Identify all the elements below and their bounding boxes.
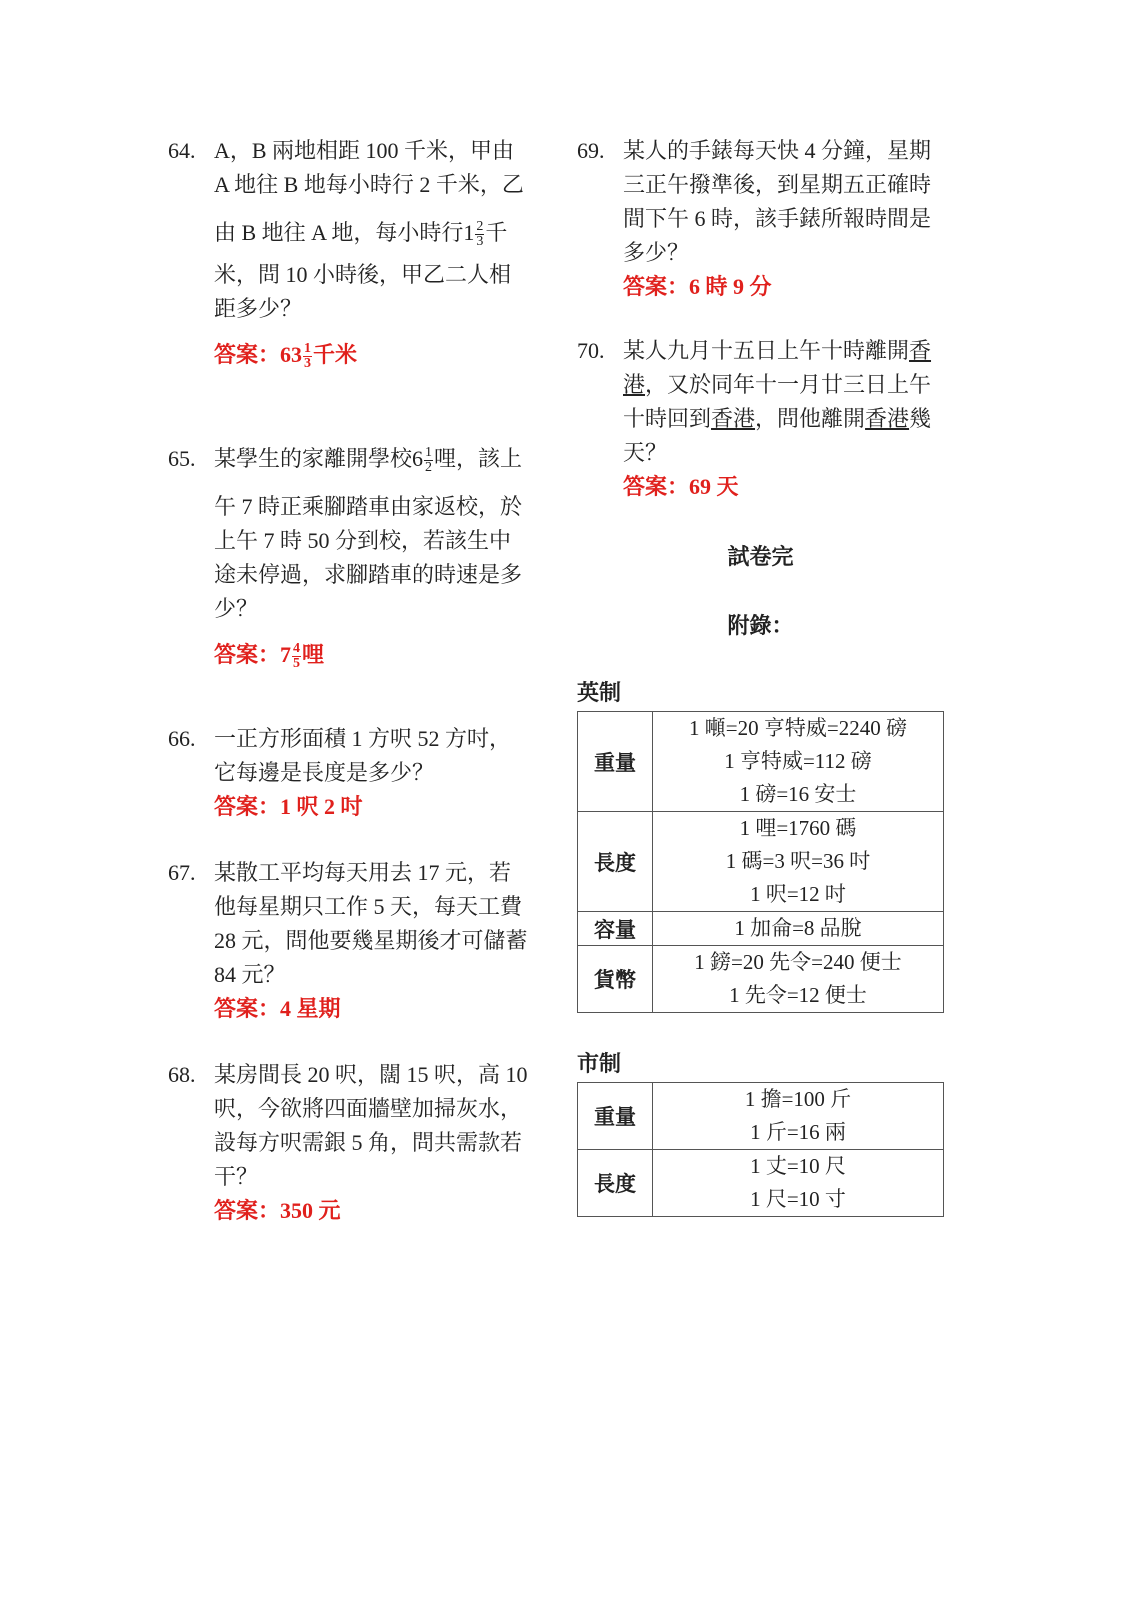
fraction: $\frac{2}{3}$ <box>476 219 484 250</box>
question-text: 呎，今欲將四面牆壁加掃灰水， <box>214 1096 523 1121</box>
answer: 答案：7 $\frac{4}{5}$ 哩 <box>214 641 325 672</box>
answer: 答案：350 元 <box>214 1198 341 1223</box>
answer: 答案：69 天 <box>623 474 739 499</box>
question-text: 28 元，問他要幾星期後才可儲蓄 <box>214 928 528 953</box>
question-text: 多少？ <box>623 240 690 265</box>
question-text: 它每邊是長度是多少？ <box>214 760 435 785</box>
question-text: 他每星期只工作 5 天，每天工費 <box>214 894 523 919</box>
answer: 答案：63 $\frac{1}{3}$ 千米 <box>214 341 358 372</box>
question-68 <box>168 1058 538 1228</box>
question-66 <box>168 722 538 824</box>
question-text: 84 元？ <box>214 962 286 987</box>
table-row <box>578 946 944 1013</box>
place-name: 香港 <box>865 406 910 431</box>
question-64 <box>168 134 538 372</box>
answer: 答案：1 呎 2 吋 <box>214 794 363 819</box>
question-text: 十時回到香港，問他離開香港幾 <box>623 406 932 431</box>
question-text: 干？ <box>214 1164 259 1189</box>
question-text: 某房間長 20 呎，闊 15 呎，高 10 <box>214 1062 528 1087</box>
question-number: 64. <box>168 138 196 163</box>
table-row <box>578 912 944 946</box>
question-text: 某學生的家離開學校6 $\frac{1}{2}$ 哩，該上 <box>214 445 523 476</box>
question-70 <box>577 334 962 504</box>
place-name: 香港 <box>711 406 756 431</box>
question-text: 某散工平均每天用去 17 元，若 <box>214 860 512 885</box>
end-of-paper: 試卷完 <box>727 544 794 569</box>
category-label: 長度 <box>578 812 653 912</box>
table-row <box>578 812 944 912</box>
question-number: 70. <box>577 338 605 363</box>
table-row <box>578 1150 944 1217</box>
question-number: 69. <box>577 138 605 163</box>
question-text: 間下午 6 時，該手錶所報時間是 <box>623 206 932 231</box>
question-text: 三正午撥準後，到星期五正確時 <box>623 172 932 197</box>
question-text: 距多少？ <box>214 296 303 321</box>
question-text: 設每方呎需銀 5 角，問共需款若 <box>214 1130 523 1155</box>
category-label: 貨幣 <box>578 946 653 1013</box>
question-text: 由 B 地往 A 地，每小時行1 $\frac{2}{3}$ 千 <box>214 219 508 250</box>
chinese-units-table <box>577 1082 944 1217</box>
table-row <box>578 712 944 812</box>
table-row <box>578 1083 944 1150</box>
fraction: $\frac{4}{5}$ <box>293 641 301 672</box>
imperial-units-table <box>577 711 944 1013</box>
place-name: 香 <box>909 338 932 363</box>
fraction: $\frac{1}{2}$ <box>425 445 433 476</box>
category-label: 長度 <box>578 1150 653 1217</box>
question-text: 一正方形面積 1 方呎 52 方吋， <box>214 726 512 751</box>
category-label: 容量 <box>578 912 653 946</box>
left-column <box>168 130 538 1228</box>
question-text: A 地往 B 地每小時行 2 千米，乙 <box>214 172 524 197</box>
question-number: 68. <box>168 1062 196 1087</box>
answer: 答案：4 星期 <box>214 996 341 1021</box>
conversion-cell: 1 噸=20 亨特威=2240 磅 1 亨特威=112 磅 1 磅=16 安士 <box>653 712 944 812</box>
question-text: 港，又於同年十一月廿三日上午 <box>623 372 932 397</box>
chinese-system-title: 市制 <box>577 1051 622 1076</box>
question-text: 午 7 時正乘腳踏車由家返校，於 <box>214 494 523 519</box>
category-label: 重量 <box>578 712 653 812</box>
conversion-cell: 1 加侖=8 品脫 <box>653 912 944 946</box>
question-number: 66. <box>168 726 196 751</box>
question-text: 途未停過，求腳踏車的時速是多 <box>214 562 523 587</box>
question-69 <box>577 134 962 304</box>
question-text: 天？ <box>623 440 668 465</box>
conversion-cell: 1 哩=1760 碼 1 碼=3 呎=36 吋 1 呎=12 吋 <box>653 812 944 912</box>
fraction: $\frac{1}{3}$ <box>304 341 312 372</box>
question-text: A，B 兩地相距 100 千米，甲由 <box>214 138 515 163</box>
question-text: 上午 7 時 50 分到校，若該生中 <box>214 528 512 553</box>
conversion-cell: 1 擔=100 斤 1 斤=16 兩 <box>653 1083 944 1150</box>
place-name: 港 <box>623 372 646 397</box>
question-text: 某人九月十五日上午十時離開香 <box>623 338 932 363</box>
category-label: 重量 <box>578 1083 653 1150</box>
right-column <box>577 130 962 1217</box>
imperial-title: 英制 <box>577 680 622 705</box>
question-text: 少？ <box>214 596 259 621</box>
appendix-title: 附錄： <box>727 613 794 638</box>
answer: 答案：6 時 9 分 <box>623 274 772 299</box>
conversion-cell: 1 丈=10 尺 1 尺=10 寸 <box>653 1150 944 1217</box>
question-text: 某人的手錶每天快 4 分鐘，星期 <box>623 138 932 163</box>
question-number: 65. <box>168 446 196 471</box>
question-number: 67. <box>168 860 196 885</box>
question-67 <box>168 856 538 1026</box>
question-65 <box>168 434 538 672</box>
question-text: 米，問 10 小時後，甲乙二人相 <box>214 262 512 287</box>
conversion-cell: 1 鎊=20 先令=240 便士 1 先令=12 便士 <box>653 946 944 1013</box>
